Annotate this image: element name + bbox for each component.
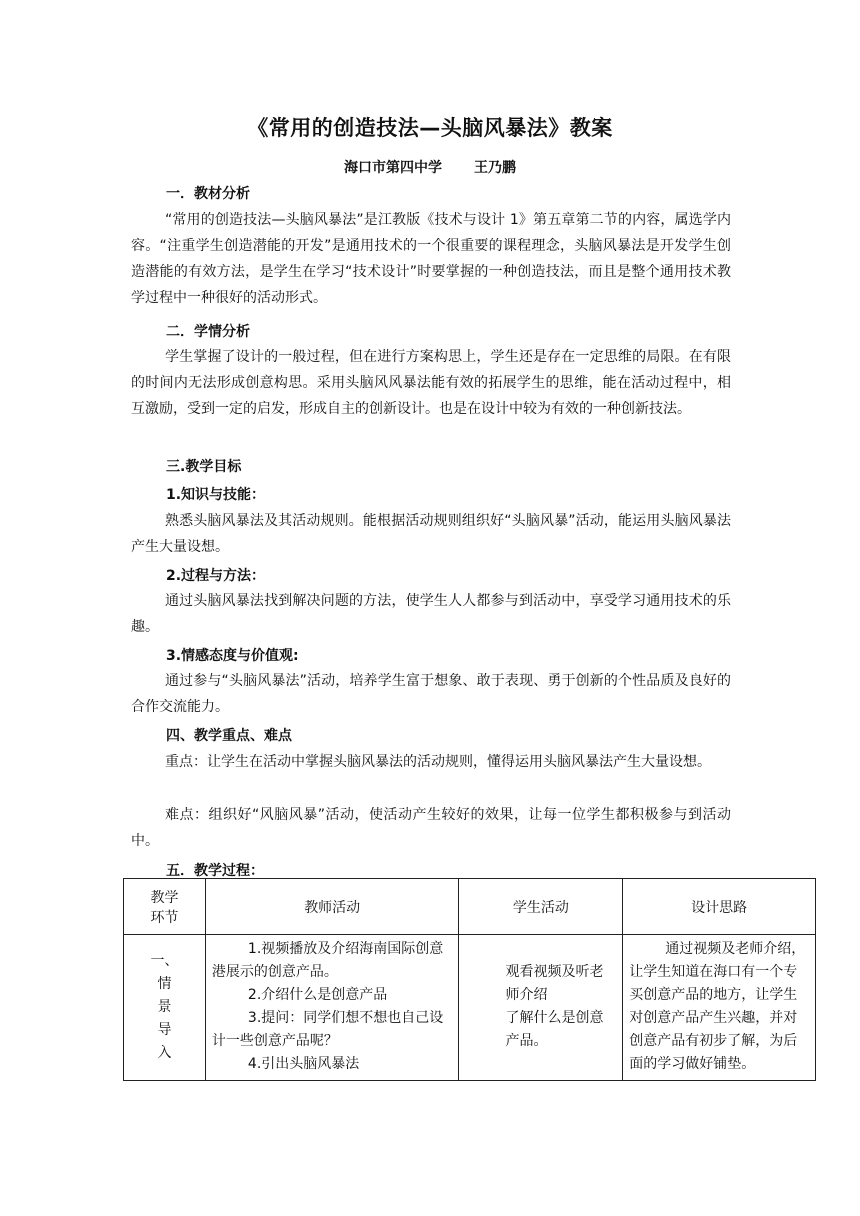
teacher-activity-item: 2.介绍什么是创意产品 [247,987,388,1003]
section-heading-2: 二．学情分析 [166,324,250,340]
section-1-paragraph: “常用的创造技法—头脑风暴法”是江教版《技术与设计 1》第五章第二节的内容，属选学内容。“注重学生创造潜能的开发”是通用技术的一个很重要的课程理念，头脑风暴法是开发学生创造潜能的有效方法，是学生在学习“技术设计”时要掌握的一种创造技法，而且是整个通用技术教学过程中一种很好的活动形式。 [131,212,731,306]
stage-cell [124,935,206,1081]
teaching-process-table [123,878,816,1081]
header-teacher: 教师活动 [205,879,459,935]
section-heading-1: 一．教材分析 [166,186,250,202]
design-rationale-cell: 通过视频及老师介绍，让学生知道在海口有一个专买创意产品的地方，让学生对创意产品产生兴趣，并对创意产品有初步了解，为后面的学习做好铺垫。 [623,935,816,1081]
teacher-activity-item: 4.引出头脑风暴法 [247,1056,360,1072]
header-design: 设计思路 [623,879,816,935]
section-heading-4: 四、教学重点、难点 [166,728,292,744]
teacher-activity-item: 3.提问：同学们想不想也自己设计一些创意产品呢？ [211,1010,444,1049]
stage-char: 景 [157,998,172,1015]
author-school: 海口市第四中学 [344,160,442,176]
author-line [0,157,860,177]
header-stage-line-1: 教学 [150,889,179,906]
goal-1-heading: 1.知识与技能： [166,487,266,503]
section-2-paragraph: 学生掌握了设计的一般过程，但在进行方案构思上，学生还是存在一定思维的局限。在有限的时间内无法形成创意构思。采用头脑风风暴法能有效的拓展学生的思维，能在活动过程中，相互激励，受到一定的启发，形成自主的创新设计。也是在设计中较为有效的一种创新技法。 [131,349,731,417]
stage-char: 一、 [150,952,179,969]
student-activity-cell [459,935,623,1081]
goal-3-heading: 3.情感态度与价值观: [166,648,299,664]
document-title: 《常用的创造技法—头脑风暴法》教案 [247,116,613,140]
header-student: 学生活动 [459,879,623,935]
table-header-row [124,879,816,935]
student-activity-item: 观看视频及听老师介绍 [505,964,604,1003]
header-stage [124,879,206,935]
stage-char: 情 [157,975,172,992]
header-stage-line-2: 环节 [150,909,179,926]
teacher-activity-cell [205,935,459,1081]
goal-2-paragraph: 通过头脑风暴法找到解决问题的方法，使学生人人都参与到活动中，享受学习通用技术的乐趣。 [131,593,731,635]
teacher-activity-item: 1.视频播放及介绍海南国际创意港展示的创意产品。 [211,941,444,980]
stage-char: 入 [157,1044,172,1061]
section-heading-5: 五．教学过程： [166,863,264,879]
difficulty-paragraph: 难点：组织好“风脑风暴”活动，使活动产生较好的效果，让每一位学生都积极参与到活动中。 [131,807,731,849]
key-point-paragraph: 重点：让学生在活动中掌握头脑风暴法的活动规则，懂得运用头脑风暴法产生大量设想。 [165,754,711,770]
goal-1-paragraph: 熟悉头脑风暴法及其活动规则。能根据活动规则组织好“头脑风暴”活动，能运用头脑风暴法产生大量设想。 [131,513,731,555]
goal-3-paragraph: 通过参与“头脑风暴法”活动，培养学生富于想象、敢于表现、勇于创新的个性品质及良好的合作交流能力。 [131,673,731,715]
goal-2-heading: 2.过程与方法： [166,568,266,584]
section-heading-3: 三.教学目标 [166,459,242,475]
stage-char: 导 [157,1021,172,1038]
table-row [124,935,816,1081]
student-activity-item: 了解什么是创意产品。 [505,1010,604,1049]
author-name: 王乃鹏 [474,160,516,176]
